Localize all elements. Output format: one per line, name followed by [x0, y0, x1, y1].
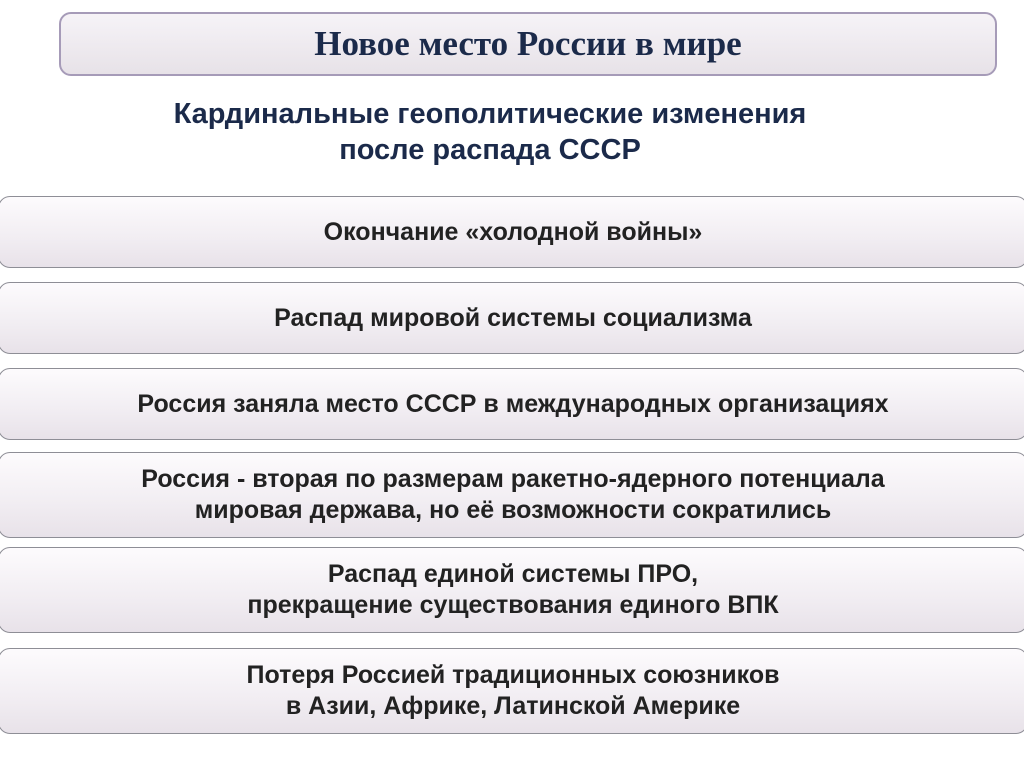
change-item-socialism-collapse	[0, 282, 1024, 354]
change-item-text: Потеря Россией традиционных союзников	[246, 661, 780, 689]
slide-title-box	[59, 12, 997, 76]
change-item-text-2: прекращение существования единого ВПК	[247, 591, 779, 619]
change-item-missile-defense	[0, 547, 1024, 633]
change-item-text-2: мировая держава, но её возможности сократились	[194, 496, 832, 524]
change-item-text-2: в Азии, Африке, Латинской Америке	[285, 692, 741, 720]
change-item-text: Окончание «холодной войны»	[323, 217, 703, 246]
slide-subtitle	[60, 96, 920, 168]
change-item-nuclear-power	[0, 452, 1024, 538]
change-item-text: Россия заняла место СССР в международных организациях	[137, 389, 889, 418]
change-item-cold-war-end	[0, 196, 1024, 268]
change-item-text: Распад единой системы ПРО,	[327, 560, 699, 588]
change-item-text: Распад мировой системы социализма	[274, 303, 752, 332]
slide-title: Новое место России в мире	[314, 24, 742, 63]
change-item-text: Россия - вторая по размерам ракетно-ядерного потенциала	[141, 465, 885, 493]
change-item-international-orgs	[0, 368, 1024, 440]
change-item-allies-loss	[0, 648, 1024, 734]
subtitle-line-1: Кардинальные геополитические изменения	[173, 98, 807, 130]
subtitle-line-2: после распада СССР	[339, 134, 641, 166]
